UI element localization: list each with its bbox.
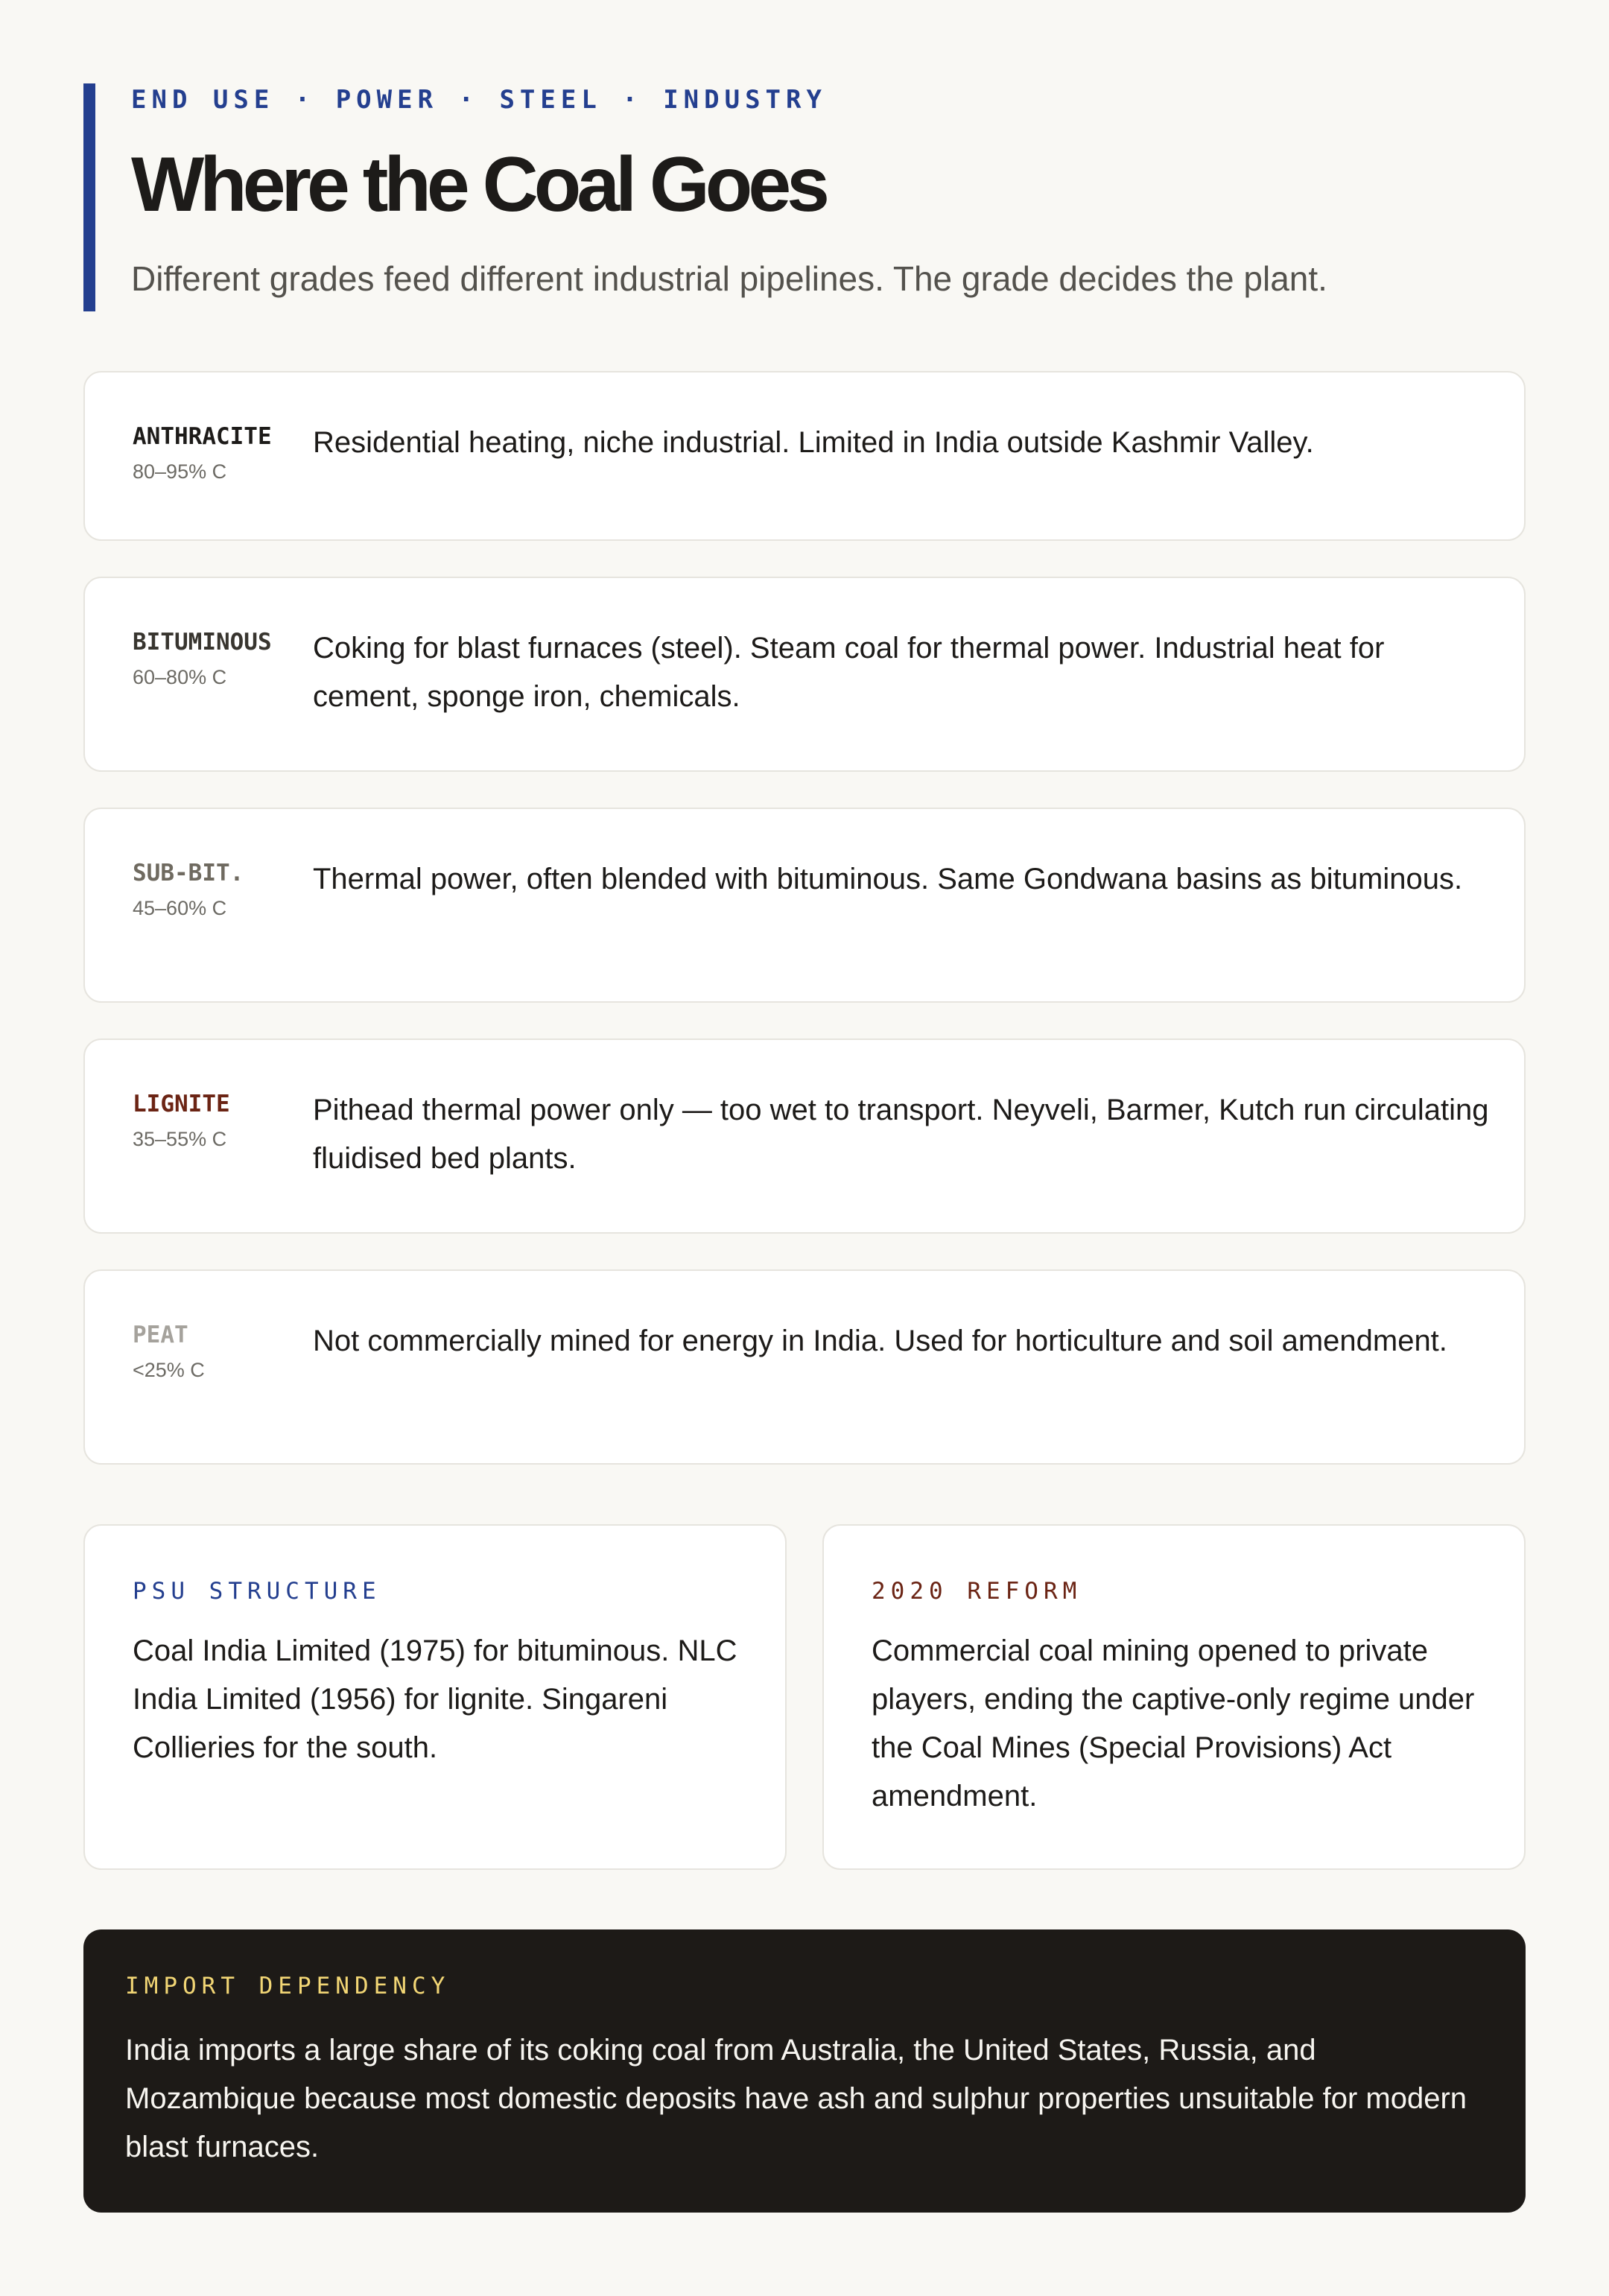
import-dependency-panel	[83, 1929, 1526, 2213]
grade-description: Residential heating, niche industrial. Limited in India outside Kashmir Valley.	[313, 426, 1314, 459]
grade-description: Not commercially mined for energy in India. Used for horticulture and soil amendment.	[313, 1325, 1447, 1357]
reform-label: 2020 REFORM	[872, 1578, 1082, 1605]
grade-description: Coking for blast furnaces (steel). Steam coal for thermal power. Industrial heat for cement, sponge iron, chemicals.	[313, 632, 1385, 713]
grade-name: BITUMINOUS	[133, 629, 272, 656]
reform-text: Commercial coal mining opened to private players, ending the captive-only regime under the Coal Mines (Special Provisions) Act amendment.	[872, 1634, 1475, 1813]
grade-carbon-content: 45–60% C	[133, 897, 227, 919]
psu-structure-card	[83, 1524, 787, 1870]
grade-description: Thermal power, often blended with bituminous. Same Gondwana basins as bituminous.	[313, 863, 1463, 895]
grade-carbon-content: 35–55% C	[133, 1128, 227, 1150]
grade-card-lignite	[83, 1038, 1526, 1234]
grade-carbon-content: 60–80% C	[133, 666, 227, 688]
psu-structure-text: Coal India Limited (1975) for bituminous. NLC India Limited (1956) for lignite. Singareni Collieries for the south.	[133, 1634, 737, 1764]
reform-card	[822, 1524, 1526, 1870]
grade-name: LIGNITE	[133, 1091, 230, 1117]
grade-card-sub-bituminous	[83, 808, 1526, 1003]
import-dependency-label: IMPORT DEPENDENCY	[125, 1973, 451, 2000]
page-title: Where the Coal Goes	[131, 142, 825, 228]
grade-description: Pithead thermal power only — too wet to transport. Neyveli, Barmer, Kutch run circulating fluidised bed plants.	[313, 1094, 1489, 1175]
grade-card-peat	[83, 1269, 1526, 1465]
grade-card-bituminous	[83, 577, 1526, 772]
page-subtitle: Different grades feed different industrial pipelines. The grade decides the plant.	[131, 259, 1327, 298]
grade-carbon-content: 80–95% C	[133, 460, 227, 483]
grade-name: SUB-BIT.	[133, 860, 244, 887]
grade-name: ANTHRACITE	[133, 423, 272, 450]
eyebrow-label: END USE · POWER · STEEL · INDUSTRY	[131, 85, 827, 115]
page-header	[83, 83, 1566, 311]
import-dependency-text: India imports a large share of its coking coal from Australia, the United States, Russia, and Mozambique because most domestic deposits have ash and sulphur properties unsuitable for modern blast furnaces.	[125, 2034, 1467, 2163]
psu-structure-label: PSU STRUCTURE	[133, 1578, 381, 1605]
grade-carbon-content: <25% C	[133, 1359, 205, 1381]
grade-name: PEAT	[133, 1322, 188, 1348]
grade-card-anthracite	[83, 371, 1526, 541]
